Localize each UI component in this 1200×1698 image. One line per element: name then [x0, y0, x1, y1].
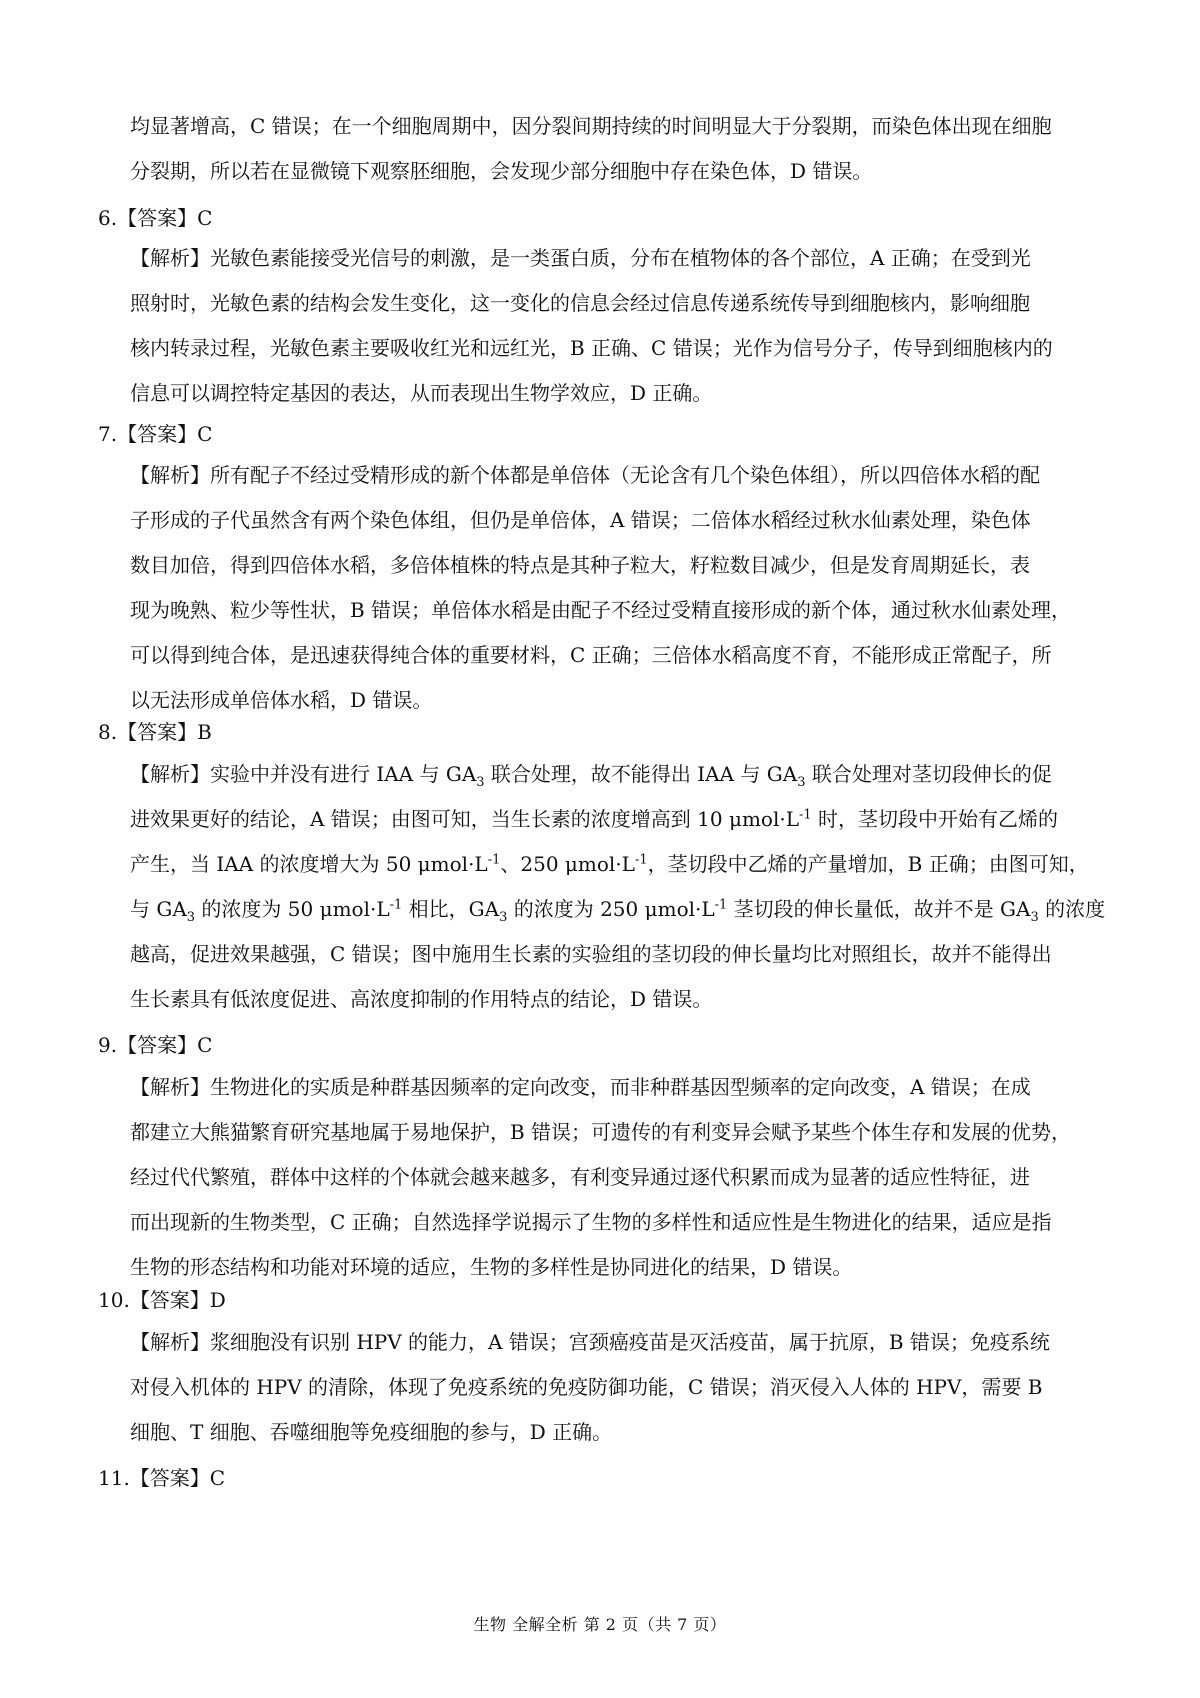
superscript: -1: [634, 852, 648, 868]
question-10-analysis-line: 细胞、T 细胞、吞噬细胞等免疫细胞的参与，D 正确。: [130, 1420, 613, 1444]
question-7-analysis-line: 子形成的子代虽然含有两个染色体组，但仍是单倍体，A 错误；二倍体水稻经过秋水仙素处理，染色体: [130, 508, 1031, 532]
question-7-analysis-line: 现为晚熟、粒少等性状，B 错误；单倍体水稻是由配子不经过受精直接形成的新个体，通过秋水仙素处理，: [130, 598, 1072, 622]
page-footer: 生物 全解全析 第 2 页（共 7 页）: [473, 1615, 727, 1634]
question-9-analysis-line: 经过代代繁殖，群体中这样的个体就会越来越多，有利变异通过逐代积累而成为显著的适应性特征，进: [130, 1165, 1030, 1189]
superscript: -1: [799, 807, 812, 823]
question-9-analysis-line: 生物的形态结构和功能对环境的适应，生物的多样性是协同进化的结果，D 错误。: [130, 1255, 853, 1279]
superscript: -1: [487, 852, 501, 868]
question-9-answer: 9.【答案】C: [98, 1033, 213, 1057]
question-8-analysis-line: 进效果更好的结论，A 错误；由图可知，当生长素的浓度增高到 10 $\mu mol\cdot L^{-1}$ 时，茎切段中开始有乙烯的: [130, 807, 1059, 831]
continuation-line: 均显著增高，C 错误；在一个细胞周期中，因分裂间期持续的时间明显大于分裂期，而染色体出现在细胞: [130, 114, 1052, 138]
question-10-analysis-line: 对侵入机体的 HPV 的清除，体现了免疫系统的免疫防御功能，C 错误；消灭侵入人体的 HPV，需要 B: [130, 1375, 1043, 1399]
question-7-analysis-line: 【解析】所有配子不经过受精形成的新个体都是单倍体（无论含有几个染色体组），所以四倍体水稻的配: [130, 463, 1040, 487]
question-7-analysis-line: 数目加倍，得到四倍体水稻，多倍体植株的特点是其种子粒大，籽粒数目减少，但是发育周期延长，表: [130, 553, 1030, 577]
subscript: 3: [186, 910, 196, 925]
question-9-analysis-line: 都建立大熊猫繁育研究基地属于易地保护，B 错误；可遗传的有利变异会赋予某些个体生存和发展的优势，: [130, 1120, 1072, 1144]
question-9-analysis-line: 而出现新的生物类型，C 正确；自然选择学说揭示了生物的多样性和适应性是生物进化的结果，适应是指: [130, 1210, 1052, 1234]
subscript: 3: [499, 910, 508, 925]
question-9-analysis-line: 【解析】生物进化的实质是种群基因频率的定向改变，而非种群基因型频率的定向改变，A 错误；在成: [130, 1075, 1031, 1099]
question-7-analysis-line: 可以得到纯合体，是迅速获得纯合体的重要材料，C 正确；三倍体水稻高度不育，不能形成正常配子，所: [130, 643, 1052, 667]
question-8-analysis-line: 【解析】实验中并没有进行 IAA 与 $GA_3$ 联合处理，故不能得出 IAA 与 $GA_3$ 联合处理对茎切段伸长的促: [130, 762, 1052, 790]
question-8-analysis-line: 越高，促进效果越强，C 错误；图中施用生长素的实验组的茎切段的伸长量均比对照组长，故并不能得出: [130, 942, 1052, 966]
question-8-analysis-line: 产生，当 IAA 的浓度增大为 50 $\mu mol\cdot L^{-1}$、250 $\mu mol\cdot L^{-1}$，茎切段中乙烯的产量增加，B 正确；由图可知，: [130, 852, 1089, 876]
question-6-analysis-line: 核内转录过程，光敏色素主要吸收红光和远红光，B 正确、C 错误；光作为信号分子，传导到细胞核内的: [130, 336, 1053, 360]
question-6-analysis-line: 【解析】光敏色素能接受光信号的刺激，是一类蛋白质，分布在植物体的各个部位，A 正确；在受到光: [130, 246, 1031, 270]
question-6-answer: 6.【答案】C: [98, 206, 213, 230]
question-10-answer: 10.【答案】D: [98, 1288, 226, 1312]
question-11-answer: 11.【答案】C: [98, 1466, 226, 1490]
subscript: 3: [797, 775, 806, 790]
question-7-analysis-line: 以无法形成单倍体水稻，D 错误。: [130, 688, 433, 712]
question-10-analysis-line: 【解析】浆细胞没有识别 HPV 的能力，A 错误；宫颈癌疫苗是灭活疫苗，属于抗原，B 错误；免疫系统: [130, 1330, 1050, 1354]
question-7-answer: 7.【答案】C: [98, 422, 213, 446]
question-8-answer: 8.【答案】B: [98, 720, 212, 744]
subscript: 3: [1030, 910, 1039, 925]
superscript: -1: [714, 897, 728, 913]
question-8-analysis-line: 生长素具有低浓度促进、高浓度抑制的作用特点的结论，D 错误。: [130, 987, 713, 1011]
subscript: 3: [476, 775, 485, 790]
question-6-analysis-line: 照射时，光敏色素的结构会发生变化，这一变化的信息会经过信息传递系统传导到细胞核内，影响细胞: [130, 291, 1030, 315]
superscript: -1: [389, 897, 403, 913]
question-6-analysis-line: 信息可以调控特定基因的表达，从而表现出生物学效应，D 正确。: [130, 381, 713, 405]
question-8-analysis-line: 与 $GA_3$ 的浓度为 50 $\mu mol\cdot L^{-1}$ 相比，$GA_3$ 的浓度为 250 $\mu mol\cdot L^{-1}$ 茎切段的伸长量低，故并不是 $GA_3$ 的浓度: [130, 897, 1106, 925]
continuation-line: 分裂期，所以若在显微镜下观察胚细胞，会发现少部分细胞中存在染色体，D 错误。: [130, 159, 873, 183]
